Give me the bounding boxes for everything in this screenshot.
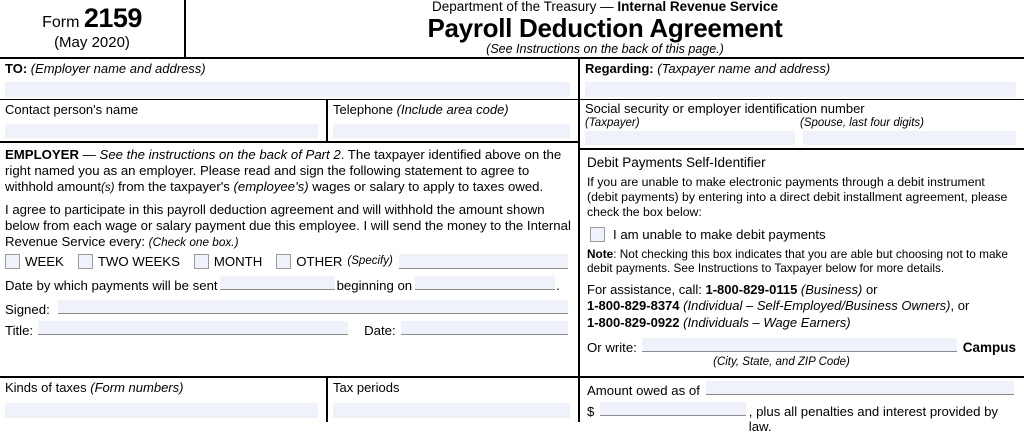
spouse-hint: (Spouse, last four digits) (800, 116, 925, 129)
note-text: : Not checking this box indicates that you are able but choosing not to make debit payments. See Instructions to Taxpayer below for more details. (587, 247, 1008, 276)
form-revision-date: (May 2020) (54, 33, 130, 51)
signature-input[interactable] (58, 300, 568, 314)
note-label: Note (587, 247, 614, 261)
employer-instr-italic: See the instructions on the back of Part 2 (99, 147, 341, 162)
ssn-ein-label: Social security or employer identification number (585, 101, 865, 116)
checkbox-month[interactable] (194, 254, 209, 269)
campus-label: Campus (962, 339, 1016, 355)
contact-row (0, 100, 578, 143)
spouse-ssn-input[interactable] (803, 131, 1016, 145)
label-two-weeks: TWO WEEKS (97, 253, 180, 269)
agency-name: Internal Revenue Service (617, 0, 778, 15)
dollar-sign: $ (587, 404, 595, 419)
checkbox-other[interactable] (276, 254, 291, 269)
debit-paragraph: If you are unable to make electronic payments through a debit instrument (debit payments) by entering into a direct debit installment agreement, please check the box below: (587, 175, 1008, 219)
regarding-hint: (Taxpayer name and address) (657, 61, 831, 76)
employer-heading: EMPLOYER (5, 147, 80, 162)
kinds-of-taxes-input[interactable] (5, 403, 318, 418)
campus-address-input[interactable] (642, 338, 957, 352)
ssn-inputs (585, 131, 1024, 145)
phone-wage-earners-desc: (Individuals – Wage Earners) (679, 314, 851, 330)
label-other: OTHER (296, 253, 343, 269)
penalties-text: , plus all penalties and interest provided by law. (748, 404, 999, 434)
debit-note (587, 247, 1016, 275)
form-header (0, 0, 1024, 59)
date-sent-input[interactable] (220, 276, 335, 290)
contact-name-cell (0, 100, 328, 141)
phone-business-desc: (Business) (797, 282, 863, 298)
employer-para2-text: I agree to participate in this payroll deduction agreement and will withhold the amount shown below from each wage or salary payment due this employee. I will send the money to the Internal Revenue Service every: (5, 201, 571, 249)
date-label: Date: (364, 322, 396, 338)
regarding-label-line (585, 62, 1024, 77)
debit-checkbox-label: I am unable to make debit payments (613, 227, 826, 242)
frequency-options (5, 254, 572, 269)
tax-periods-wrap (328, 378, 578, 424)
phone-self-employed: 1-800-829-8374 (587, 298, 680, 314)
telephone-input[interactable] (333, 124, 570, 138)
other-specify-input[interactable] (399, 254, 568, 269)
form-body (0, 59, 1024, 434)
phone-wage-earners: 1-800-829-0922 (587, 314, 680, 330)
taxpayer-name-address-input[interactable] (585, 82, 1016, 97)
contact-name-label: Contact person's name (5, 102, 139, 117)
employer-para1-cont: from the taxpayer's (114, 178, 234, 194)
title-label: Title: (5, 322, 34, 338)
form-identity-block (0, 0, 186, 57)
kinds-label-line (5, 381, 326, 396)
employer-para1-s: (s) (101, 181, 115, 194)
regarding-block (580, 59, 1024, 100)
phone2-or: , or (950, 298, 970, 314)
checkbox-unable-debit-payments[interactable] (590, 227, 605, 242)
amount-owed-label: Amount owed as of (587, 383, 700, 398)
form-number-line (42, 4, 142, 32)
debit-checkbox-row (587, 227, 1016, 242)
beginning-on-input[interactable] (415, 276, 555, 290)
date-sent-label: Date by which payments will be sent (5, 277, 218, 293)
amount-owed-block (580, 376, 1024, 434)
employer-statement-block (0, 143, 578, 376)
ssn-sub-labels (585, 117, 1024, 129)
label-week: WEEK (25, 253, 64, 269)
title-input[interactable] (38, 321, 348, 335)
title-date-line (5, 321, 572, 338)
employer-para1-rest: . The taxpayer identified above on the right named you as an employer. Please read and sign the following statement to agree to withhold amount (5, 147, 562, 194)
phone-self-employed-desc: (Individual – Self-Employed/Business Owners) (679, 298, 951, 314)
form-word: Form (42, 14, 80, 32)
label-month: MONTH (213, 253, 263, 269)
checkbox-week[interactable] (5, 254, 20, 269)
to-label: TO: (5, 61, 28, 76)
left-column (0, 59, 580, 422)
amount-owed-date-input[interactable] (706, 381, 1014, 395)
form-title-block (186, 0, 1024, 57)
employer-name-address-input[interactable] (5, 82, 570, 97)
kinds-of-taxes-hint: (Form numbers) (90, 380, 184, 395)
debit-payments-block (580, 150, 1024, 376)
taxpayer-ssn-input[interactable] (585, 131, 795, 145)
beginning-on-label: beginning on (336, 277, 413, 293)
tax-periods-input[interactable] (333, 403, 570, 418)
telephone-wrap (328, 100, 578, 141)
department-text: Department of the Treasury — (432, 0, 618, 15)
taxpayer-hint: (Taxpayer) (585, 116, 640, 129)
telephone-label-line (333, 103, 578, 118)
assistance-phone-numbers (587, 282, 1016, 330)
employer-paragraph-2 (5, 202, 572, 250)
ssn-ein-block (580, 100, 1024, 150)
telephone-hint: (Include area code) (396, 102, 509, 117)
to-block (0, 59, 578, 100)
check-one-box-hint: (Check one box.) (148, 234, 239, 249)
taxes-row (0, 376, 578, 422)
debit-title: Debit Payments Self-Identifier (587, 155, 766, 170)
or-write-label: Or write: (587, 339, 637, 355)
to-label-line (5, 62, 578, 77)
employer-para1-employee: (employee's) (233, 178, 309, 194)
checkbox-two-weeks[interactable] (78, 254, 93, 269)
signed-line (5, 300, 572, 317)
amount-value-row (587, 402, 1016, 434)
tax-periods-cell (328, 378, 578, 422)
telephone-cell (328, 100, 578, 141)
phone1-or: or (862, 282, 878, 298)
form-title: Payroll Deduction Agreement (427, 12, 783, 43)
right-column (580, 59, 1024, 434)
city-state-zip-hint: (City, State, and ZIP Code) (713, 355, 850, 368)
signed-label: Signed: (5, 301, 50, 317)
employer-dash: — (79, 147, 100, 162)
employer-paragraph-1 (5, 147, 572, 196)
tax-periods-label: Tax periods (333, 380, 400, 395)
employer-para1-end: wages or salary to apply to taxes owed. (308, 178, 544, 194)
assistance-prefix: For assistance, call: (587, 282, 706, 298)
or-write-row (587, 338, 1016, 355)
payment-date-line (5, 276, 572, 293)
regarding-label: Regarding: (585, 61, 654, 76)
to-hint: (Employer name and address) (30, 61, 206, 76)
amount-owed-input[interactable] (600, 402, 745, 416)
amount-owed-date-row (587, 381, 1016, 398)
form-subtitle: (See Instructions on the back of this page.) (486, 42, 724, 57)
contact-name-input[interactable] (5, 124, 318, 138)
kinds-wrap (0, 378, 326, 424)
other-specify-hint: (Specify) (347, 255, 393, 268)
contact-name-wrap (0, 100, 326, 141)
kinds-of-taxes-label: Kinds of taxes (5, 380, 87, 395)
period-mark: . (556, 277, 560, 293)
telephone-label: Telephone (333, 102, 393, 117)
form-number: 2159 (83, 3, 142, 34)
phone-business: 1-800-829-0115 (705, 282, 798, 298)
kinds-of-taxes-cell (0, 378, 328, 422)
date-input[interactable] (401, 321, 568, 335)
